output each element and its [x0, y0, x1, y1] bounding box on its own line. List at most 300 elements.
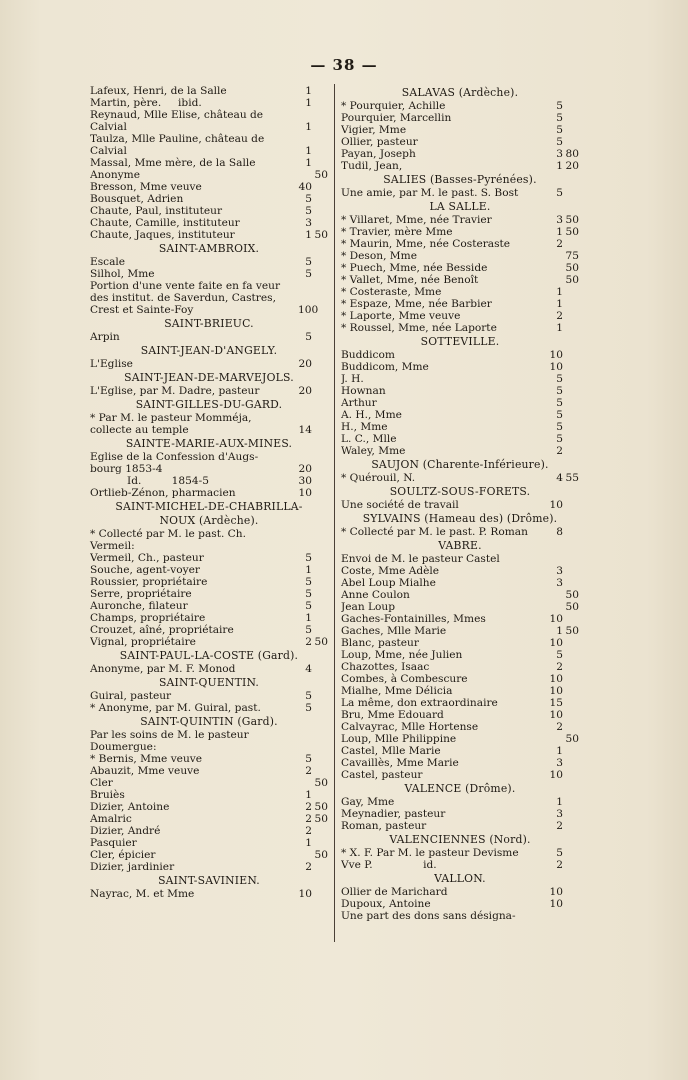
entry-name: Gaches, Mlle Marie: [341, 625, 447, 637]
donation-entry: [90, 564, 328, 576]
donation-entry: [90, 133, 328, 157]
entry-name: Martin, père. ibid.: [90, 97, 202, 109]
entry-name: Coste, Mme Adèle: [341, 565, 440, 577]
entry-name: Pasquier: [90, 837, 137, 849]
entry-amount-centimes: 50: [565, 625, 579, 637]
donation-entry: [341, 373, 579, 385]
entry-amount-francs: 30: [298, 475, 312, 487]
entry-amount-francs: 5: [556, 385, 563, 397]
entry-amount-francs: 5: [305, 588, 312, 600]
entry-amount-centimes: 55: [565, 472, 579, 484]
entry-amount-francs: 100: [298, 304, 319, 316]
entry-name: Guiral, pasteur: [90, 690, 172, 702]
entry-name: L. C., Mlle: [341, 433, 397, 445]
donation-entry: [341, 820, 579, 832]
entry-amount-francs: 5: [305, 552, 312, 564]
section-heading: SAINT-BRIEUC.: [164, 317, 254, 330]
donation-entry: [341, 148, 579, 160]
entry-amount-francs: 10: [549, 886, 563, 898]
entry-amount-francs: 1: [305, 564, 312, 576]
entry-amount-francs: 5: [305, 702, 312, 714]
entry-name: Vermeil, Ch., pasteur: [90, 552, 204, 564]
entry-amount-francs: 1: [305, 229, 312, 241]
entry-name: Arpin: [90, 331, 120, 343]
entry-amount-centimes: 50: [314, 813, 328, 825]
donation-entry: [341, 262, 579, 274]
entry-name: La même, don extraordinaire: [341, 697, 498, 709]
donation-entry: [90, 624, 328, 636]
entry-name: Vignal, propriétaire: [90, 636, 196, 648]
entry-amount-francs: 10: [549, 673, 563, 685]
entry-name: Dizier, jardinier: [90, 861, 175, 873]
entry-amount-francs: 14: [298, 424, 312, 436]
entry-name: * Costeraste, Mme: [341, 286, 442, 298]
entry-amount-francs: 1: [556, 322, 563, 334]
donation-entry: [341, 187, 579, 199]
entry-name: Combes, à Combescure: [341, 673, 468, 685]
donation-entry: [341, 238, 579, 250]
donation-entry: [90, 528, 328, 552]
donation-entry: [341, 577, 579, 589]
donation-entry: [90, 475, 328, 487]
entry-amount-francs: 5: [305, 256, 312, 268]
entry-amount-francs: 20: [298, 463, 312, 475]
donation-entry: [341, 721, 579, 733]
entry-name: Waley, Mme: [341, 445, 406, 457]
entry-name: Escale: [90, 256, 126, 268]
entry-name: Arthur: [341, 397, 377, 409]
entry-amount-francs: 5: [556, 847, 563, 859]
donation-entry: [90, 702, 328, 714]
entry-amount-centimes: 50: [314, 636, 328, 648]
donation-entry: [341, 808, 579, 820]
section-heading: SYLVAINS (Hameau des) (Drôme).: [362, 512, 558, 525]
entry-name: Bru, Mme Edouard: [341, 709, 444, 721]
donation-entry: [341, 673, 579, 685]
entry-name: Vigier, Mme: [341, 124, 407, 136]
entry-amount-francs: 3: [556, 577, 563, 589]
section-heading: VALENCIENNES (Nord).: [389, 833, 531, 846]
entry-name: Anonyme: [90, 169, 140, 181]
entry-amount-francs: 5: [556, 421, 563, 433]
entry-name: Lafeux, Henri, de la Salle: [90, 85, 227, 97]
entry-amount-centimes: 50: [314, 801, 328, 813]
entry-name: Castel, Mlle Marie: [341, 745, 441, 757]
entry-amount-centimes: 50: [565, 733, 579, 745]
entry-amount-francs: 4: [305, 663, 312, 675]
entry-amount-francs: 10: [549, 637, 563, 649]
donation-entry: [341, 757, 579, 769]
donation-entry: [341, 553, 579, 565]
entry-amount-francs: 5: [305, 576, 312, 588]
donation-entry: [341, 886, 579, 898]
donation-entry: [90, 451, 328, 475]
donation-entry: [90, 612, 328, 624]
entry-amount-francs: 1: [556, 286, 563, 298]
entry-name: J. H.: [341, 373, 364, 385]
entry-amount-centimes: 50: [314, 229, 328, 241]
entry-name: * Roussel, Mme, née Laporte: [341, 322, 497, 334]
entry-name: Une amie, par M. le past. S. Bost: [341, 187, 519, 199]
donation-entry: [90, 256, 328, 268]
donation-entry: [341, 421, 579, 433]
entry-amount-francs: 3: [556, 148, 563, 160]
donation-entry: [341, 298, 579, 310]
entry-name: Abel Loup Mialhe: [341, 577, 436, 589]
entry-amount-francs: 2: [556, 721, 563, 733]
entry-name: Dizier, André: [90, 825, 161, 837]
section-heading: SAINT-QUINTIN (Gard).: [140, 715, 278, 728]
entry-name: * X. F. Par M. le pasteur Devisme: [341, 847, 519, 859]
entry-amount-francs: 1: [305, 145, 312, 157]
entry-amount-francs: 10: [549, 769, 563, 781]
entry-name: Calvayrac, Mlle Hortense: [341, 721, 479, 733]
entry-name: Hownan: [341, 385, 386, 397]
donation-entry: [90, 576, 328, 588]
entry-amount-centimes: 50: [314, 849, 328, 861]
donation-entry: [90, 193, 328, 205]
donation-entry: [341, 859, 579, 871]
donation-entry: [90, 837, 328, 849]
donation-entry: [341, 397, 579, 409]
section-heading: SAINT-MICHEL-DE-CHABRILLA-: [115, 500, 303, 513]
entry-name: * Pourquier, Achille: [341, 100, 446, 112]
entry-amount-francs: 1: [556, 160, 563, 172]
entry-amount-francs: 3: [556, 565, 563, 577]
entry-amount-francs: 3: [305, 217, 312, 229]
donation-entry: [341, 769, 579, 781]
section-heading: SAINT-JEAN-D'ANGELY.: [140, 344, 278, 357]
donation-entry: [341, 349, 579, 361]
donation-entry: [341, 898, 579, 910]
entry-name: Crouzet, aîné, propriétaire: [90, 624, 234, 636]
entry-amount-francs: 2: [556, 238, 563, 250]
donation-entry: [341, 124, 579, 136]
entry-amount-centimes: 75: [565, 250, 579, 262]
donation-entry: [90, 169, 328, 181]
donation-entry: [341, 385, 579, 397]
entry-name: Bruiès: [90, 789, 125, 801]
entry-amount-centimes: 50: [314, 777, 328, 789]
donation-entry: [341, 361, 579, 373]
donation-entry: [90, 229, 328, 241]
entry-name: * Quérouil, N.: [341, 472, 416, 484]
donation-entry: [90, 109, 328, 133]
entry-amount-francs: 3: [556, 757, 563, 769]
entry-amount-francs: 2: [305, 636, 312, 648]
donation-entry: [90, 765, 328, 777]
donation-entry: [341, 613, 579, 625]
donation-entry: [341, 625, 579, 637]
entry-name: Mialhe, Mme Délicia: [341, 685, 453, 697]
entry-name: Champs, propriétaire: [90, 612, 206, 624]
entry-amount-francs: 5: [556, 409, 563, 421]
donation-entry: [90, 801, 328, 813]
entry-name: Nayrac, M. et Mme: [90, 888, 195, 900]
section-heading: LA SALLE.: [429, 200, 491, 213]
donation-entry: [341, 445, 579, 457]
entry-name: Dizier, Antoine: [90, 801, 170, 813]
donation-entry: [90, 729, 328, 753]
entry-name: Cler, épicier: [90, 849, 156, 861]
entry-amount-francs: 1: [305, 85, 312, 97]
right-column: [341, 85, 579, 922]
section-heading: SAINT-QUENTIN.: [158, 676, 260, 689]
entry-name: Jean Loup: [341, 601, 396, 613]
entry-amount-francs: 1: [305, 837, 312, 849]
entry-name: Tudil, Jean,: [341, 160, 403, 172]
donation-entry: [341, 733, 579, 745]
entry-amount-francs: 2: [305, 825, 312, 837]
entry-amount-francs: 5: [305, 331, 312, 343]
donation-entry: [90, 385, 328, 397]
entry-name: * Deson, Mme: [341, 250, 417, 262]
donation-entry: [341, 409, 579, 421]
entry-name: Anonyme, par M. F. Monod: [90, 663, 236, 675]
entry-amount-francs: 10: [549, 898, 563, 910]
entry-name: A. H., Mme: [341, 409, 402, 421]
entry-name: Buddicom, Mme: [341, 361, 429, 373]
entry-name: Portion d'une vente faite en fa veur des institut. de Saverdun, Castres, Crest et Sainte-Foy: [90, 280, 281, 316]
entry-amount-francs: 5: [556, 136, 563, 148]
donation-entry: [90, 412, 328, 436]
donation-entry: [341, 226, 579, 238]
entry-amount-francs: 5: [556, 433, 563, 445]
donation-entry: [90, 331, 328, 343]
donation-entry: [90, 268, 328, 280]
section-heading: SOTTEVILLE.: [420, 335, 500, 348]
entry-name: * Collecté par M. le past. P. Roman: [341, 526, 528, 538]
entry-amount-centimes: 80: [565, 148, 579, 160]
entry-name: Bresson, Mme veuve: [90, 181, 202, 193]
entry-amount-francs: 1: [556, 226, 563, 238]
entry-name: Anne Coulon: [341, 589, 410, 601]
donation-entry: [341, 286, 579, 298]
entry-name: * Travier, mère Mme: [341, 226, 453, 238]
entry-amount-centimes: 50: [565, 214, 579, 226]
entry-name: Id. 1854-5: [90, 475, 209, 487]
entry-amount-francs: 10: [298, 487, 312, 499]
donation-entry: [341, 472, 579, 484]
entry-name: Amalric: [90, 813, 132, 825]
section-heading: NOUX (Ardèche).: [159, 514, 259, 527]
entry-name: * Laporte, Mme veuve: [341, 310, 461, 322]
donation-entry: [341, 433, 579, 445]
donation-entry: [90, 789, 328, 801]
page-number: — 38 —: [310, 56, 378, 74]
entry-amount-francs: 10: [549, 709, 563, 721]
donation-entry: [90, 813, 328, 825]
entry-name: Ollier de Marichard: [341, 886, 448, 898]
section-heading: SAINT-AMBROIX.: [158, 242, 260, 255]
entry-amount-francs: 2: [556, 661, 563, 673]
entry-name: Une part des dons sans désigna-: [341, 910, 516, 922]
donation-entry: [341, 274, 579, 286]
donation-entry: [90, 280, 328, 316]
entry-name: * Villaret, Mme, née Travier: [341, 214, 492, 226]
entry-name: Envoi de M. le pasteur Castel: [341, 553, 500, 565]
entry-name: Serre, propriétaire: [90, 588, 192, 600]
donation-entry: [90, 861, 328, 873]
donation-entry: [90, 825, 328, 837]
section-heading: VALLON.: [434, 872, 486, 885]
entry-amount-francs: 5: [305, 690, 312, 702]
entry-amount-francs: 5: [305, 600, 312, 612]
entry-amount-francs: 1: [305, 157, 312, 169]
entry-amount-francs: 2: [305, 801, 312, 813]
entry-amount-francs: 5: [556, 397, 563, 409]
entry-name: Dupoux, Antoine: [341, 898, 431, 910]
entry-amount-francs: 1: [556, 796, 563, 808]
entry-name: * Vallet, Mme, née Benoît: [341, 274, 479, 286]
section-heading: SAUJON (Charente-Inférieure).: [371, 458, 549, 471]
entry-amount-francs: 1: [305, 789, 312, 801]
section-heading: VABRE.: [438, 539, 482, 552]
left-column: [90, 85, 328, 900]
entry-amount-francs: 5: [556, 649, 563, 661]
entry-name: Silhol, Mme: [90, 268, 155, 280]
donation-entry: [90, 157, 328, 169]
entry-name: Pourquier, Marcellin: [341, 112, 452, 124]
entry-name: Meynadier, pasteur: [341, 808, 446, 820]
section-heading: SOULTZ-SOUS-FORETS.: [389, 485, 531, 498]
entry-name: Abauzit, Mme veuve: [90, 765, 200, 777]
entry-name: Buddicom: [341, 349, 395, 361]
entry-name: Chaute, Paul, instituteur: [90, 205, 223, 217]
entry-amount-francs: 5: [305, 193, 312, 205]
entry-name: Castel, pasteur: [341, 769, 423, 781]
donation-entry: [341, 100, 579, 112]
entry-amount-francs: 10: [298, 888, 312, 900]
donation-entry: [341, 526, 579, 538]
entry-name: Auronche, filateur: [90, 600, 188, 612]
donation-entry: [341, 112, 579, 124]
donation-entry: [341, 685, 579, 697]
entry-amount-francs: 4: [556, 472, 563, 484]
donation-entry: [90, 588, 328, 600]
donation-entry: [90, 97, 328, 109]
entry-name: Roussier, propriétaire: [90, 576, 208, 588]
entry-amount-francs: 5: [556, 112, 563, 124]
donation-entry: [90, 205, 328, 217]
entry-name: Bousquet, Adrien: [90, 193, 184, 205]
donation-entry: [341, 250, 579, 262]
donation-entry: [341, 697, 579, 709]
entry-name: Cler: [90, 777, 113, 789]
donation-entry: [90, 85, 328, 97]
entry-amount-francs: 3: [556, 214, 563, 226]
entry-name: * Espaze, Mme, née Barbier: [341, 298, 492, 310]
donation-entry: [90, 663, 328, 675]
entry-name: * Collecté par M. le past. Ch. Vermeil:: [90, 528, 246, 552]
entry-amount-francs: 10: [549, 613, 563, 625]
entry-amount-francs: 1: [305, 121, 312, 133]
donation-entry: [341, 214, 579, 226]
entry-name: * Bernis, Mme veuve: [90, 753, 203, 765]
entry-amount-centimes: 20: [565, 160, 579, 172]
donation-entry: [90, 552, 328, 564]
section-heading: SAINTE-MARIE-AUX-MINES.: [125, 437, 293, 450]
entry-name: Loup, Mlle Philippine: [341, 733, 457, 745]
entry-name: Vve P. id.: [341, 859, 437, 871]
entry-amount-francs: 2: [305, 813, 312, 825]
donation-entry: [341, 499, 579, 511]
entry-amount-francs: 10: [549, 361, 563, 373]
entry-name: Chaute, Camille, instituteur: [90, 217, 240, 229]
entry-amount-francs: 5: [556, 373, 563, 385]
entry-amount-francs: 5: [305, 268, 312, 280]
entry-amount-centimes: 50: [565, 589, 579, 601]
donation-entry: [341, 160, 579, 172]
entry-amount-francs: 10: [549, 685, 563, 697]
entry-amount-francs: 8: [556, 526, 563, 538]
entry-name: * Puech, Mme, née Besside: [341, 262, 488, 274]
entry-name: * Maurin, Mme, née Costeraste: [341, 238, 511, 250]
donation-entry: [341, 910, 579, 922]
entry-amount-centimes: 50: [565, 226, 579, 238]
entry-name: L'Eglise: [90, 358, 133, 370]
donation-entry: [90, 753, 328, 765]
entry-name: Souche, agent-voyer: [90, 564, 200, 576]
entry-amount-francs: 2: [556, 310, 563, 322]
donation-entry: [341, 565, 579, 577]
entry-amount-francs: 20: [298, 385, 312, 397]
entry-amount-centimes: 50: [314, 169, 328, 181]
entry-amount-francs: 1: [556, 625, 563, 637]
entry-amount-francs: 10: [549, 349, 563, 361]
entry-name: Eglise de la Confession d'Augs- bourg 1853-4: [90, 451, 259, 475]
entry-name: Roman, pasteur: [341, 820, 427, 832]
entry-name: * Par M. le pasteur Momméja, collecte au temple: [90, 412, 252, 436]
entry-amount-francs: 15: [549, 697, 563, 709]
entry-amount-francs: 1: [556, 745, 563, 757]
entry-amount-francs: 5: [305, 205, 312, 217]
entry-name: Taulza, Mlle Pauline, château de Calvial: [90, 133, 265, 157]
donation-entry: [90, 888, 328, 900]
donation-entry: [341, 661, 579, 673]
entry-amount-francs: 5: [556, 124, 563, 136]
entry-amount-francs: 2: [305, 765, 312, 777]
donation-entry: [341, 589, 579, 601]
entry-amount-francs: 1: [305, 612, 312, 624]
entry-name: L'Eglise, par M. Dadre, pasteur: [90, 385, 260, 397]
section-heading: SAINT-SAVINIEN.: [158, 874, 260, 887]
entry-name: Par les soins de M. le pasteur Doumergue:: [90, 729, 249, 753]
donation-entry: [341, 637, 579, 649]
donation-entry: [341, 745, 579, 757]
donation-entry: [341, 847, 579, 859]
entry-amount-francs: 1: [305, 97, 312, 109]
entry-name: Chaute, Jaques, instituteur: [90, 229, 235, 241]
donation-entry: [341, 796, 579, 808]
entry-name: Payan, Joseph: [341, 148, 416, 160]
column-divider: [334, 84, 335, 942]
entry-amount-francs: 2: [556, 859, 563, 871]
donation-entry: [341, 310, 579, 322]
entry-amount-centimes: 50: [565, 601, 579, 613]
entry-amount-francs: 5: [305, 624, 312, 636]
donation-entry: [90, 487, 328, 499]
entry-name: H., Mme: [341, 421, 388, 433]
donation-entry: [90, 181, 328, 193]
donation-entry: [90, 600, 328, 612]
donation-entry: [90, 849, 328, 861]
entry-amount-centimes: 50: [565, 274, 579, 286]
entry-name: Gaches-Fontainilles, Mmes: [341, 613, 486, 625]
entry-name: Massal, Mme mère, de la Salle: [90, 157, 256, 169]
entry-name: Gay, Mme: [341, 796, 395, 808]
entry-name: Cavaillès, Mme Marie: [341, 757, 459, 769]
